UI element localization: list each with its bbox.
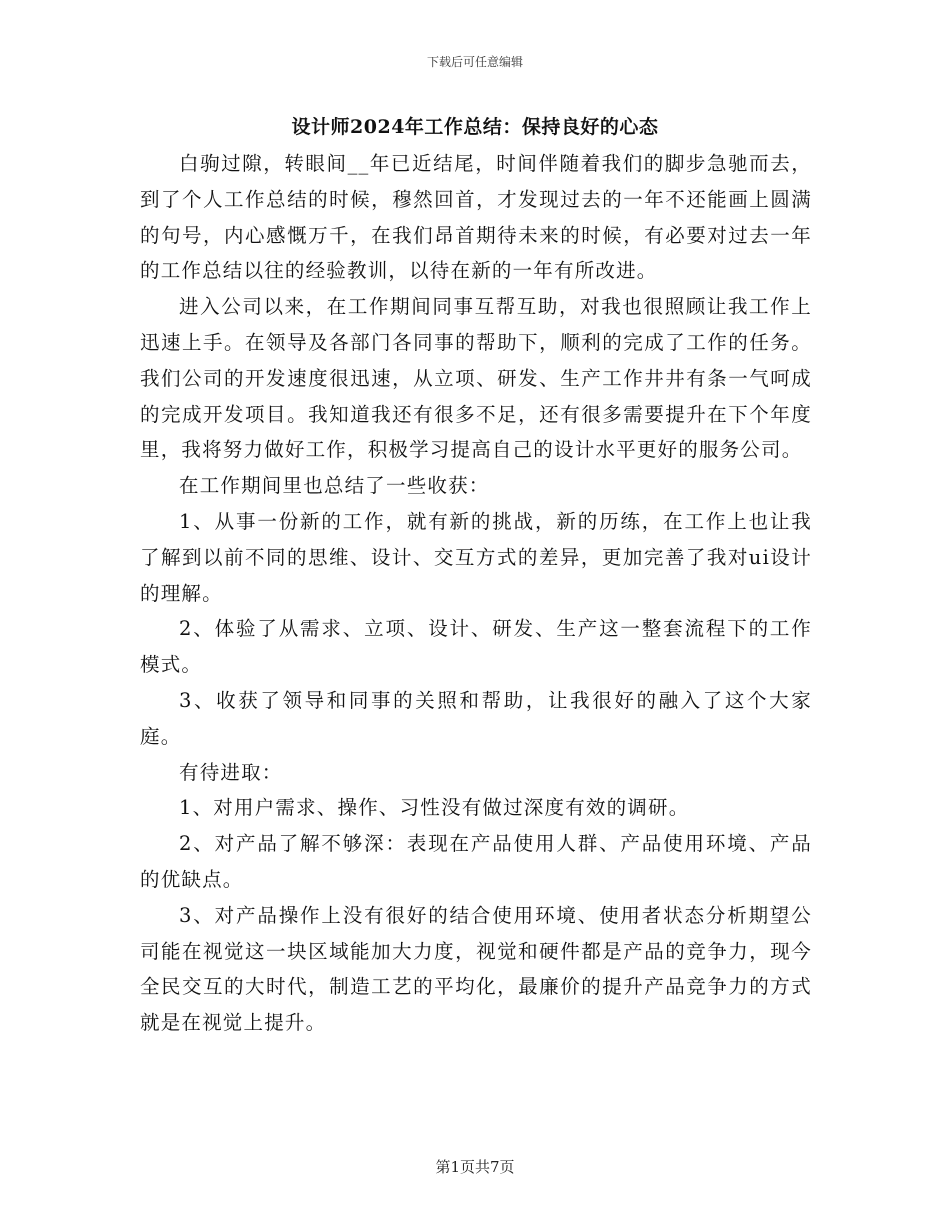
- document-title: 设计师2024年工作总结：保持良好的心态: [291, 116, 659, 138]
- paragraph-gain-2: 2、体验了从需求、立项、设计、研发、生产这一整套流程下的工作模式。: [140, 617, 812, 677]
- paragraph-work-experience: 进入公司以来，在工作期间同事互帮互助，对我也很照顾让我工作上迅速上手。在领导及各部门各同事的帮助下，顺利的完成了工作的任务。我们公司的开发速度很迅速，从立项、研发、生产工作井井有条一气呵成的完成开发项目。我知道我还有很多不足，还有很多需要提升在下个年度里，我将努力做好工作，积极学习提高自己的设计水平更好的服务公司。: [140, 295, 812, 462]
- paragraph-improve-heading: 有待进取：: [179, 760, 283, 784]
- paragraph-gains-heading: 在工作期间里也总结了一些收获：: [179, 474, 490, 498]
- paragraph-improve-2: 2、对产品了解不够深：表现在产品使用人群、产品使用环境、产品的优缺点。: [140, 832, 812, 891]
- paragraph-improve-1: 1、对用户需求、操作、习性没有做过深度有效的调研。: [179, 796, 690, 820]
- paragraph-gain-1: 1、从事一份新的工作，就有新的挑战，新的历练，在工作上也让我了解到以前不同的思维、设计、交互方式的差异，更加完善了我对ui设计的理解。: [140, 509, 812, 605]
- header-note: 下载后可任意编辑: [426, 55, 523, 69]
- paragraph-improve-3: 3、对产品操作上没有很好的结合使用环境、使用者状态分析期望公司能在视觉这一块区域能加大力度，视觉和硬件都是产品的竞争力，现今全民交互的大时代，制造工艺的平均化，最廉价的提升产品竞争力的方式就是在视觉上提升。: [140, 903, 812, 1035]
- paragraph-gain-3: 3、收获了领导和同事的关照和帮助，让我很好的融入了这个大家庭。: [140, 688, 812, 748]
- document-body: [140, 146, 812, 1041]
- paragraph-intro: 白驹过隙，转眼间__年已近结尾，时间伴随着我们的脚步急驰而去，到了个人工作总结的时候，穆然回首，才发现过去的一年不还能画上圆满的句号，内心感慨万千，在我们昂首期待未来的时候，有必要对过去一年的工作总结以往的经验教训，以待在新的一年有所改进。: [140, 152, 812, 283]
- page-indicator: 第1页共7页: [435, 1158, 515, 1176]
